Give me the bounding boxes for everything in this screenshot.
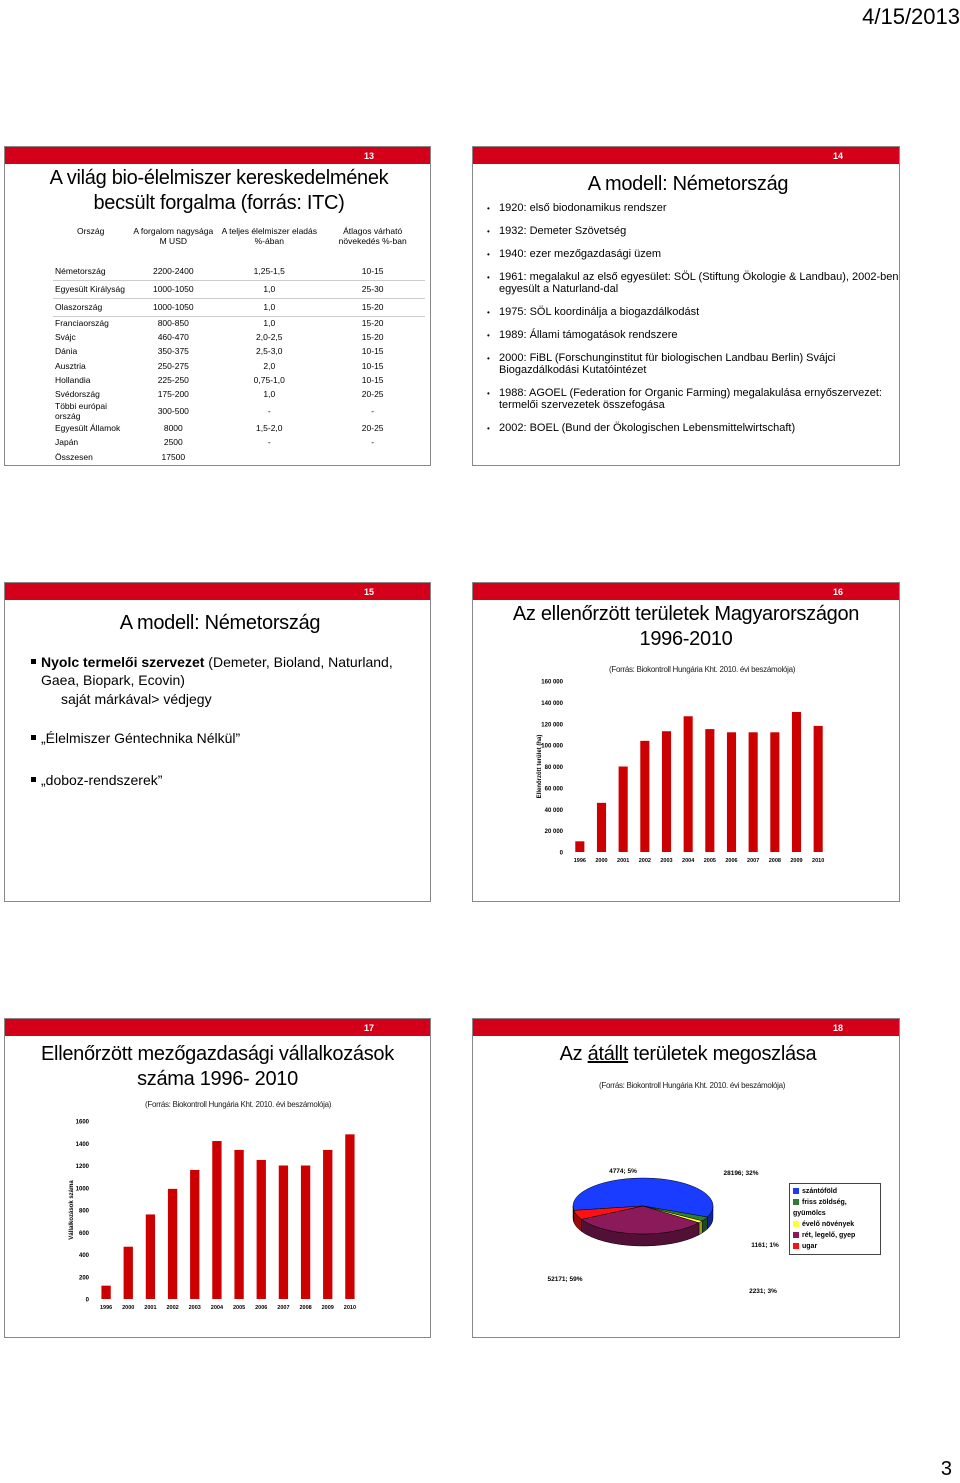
y-axis-label: Ellenőrzött terület (ha) [537, 734, 543, 799]
x-tick-label: 2000 [595, 858, 608, 864]
table-row [53, 359, 425, 373]
table-cell: 175-200 [157, 389, 189, 400]
x-tick-label: 2009 [790, 858, 803, 864]
table-header-cell: A teljes élelmiszer eladás %-ában [221, 226, 317, 246]
y-tick-label: 20 000 [544, 829, 563, 836]
pie-data-label: 2231; 3% [749, 1288, 777, 1295]
slide-13 [4, 146, 431, 466]
table-cell: 350-375 [157, 346, 189, 357]
bar-2005 [234, 1150, 243, 1299]
x-tick-label: 2000 [122, 1305, 135, 1311]
table-cell [218, 450, 320, 464]
legend-label: évelő növények [802, 1221, 855, 1228]
table-cell: 10-15 [361, 374, 384, 385]
legend-label: ugar [802, 1243, 818, 1250]
y-tick-label: 160 000 [541, 679, 563, 686]
bar-2003 [190, 1170, 199, 1299]
table-cell: Összesen [55, 451, 93, 462]
x-tick-label: 2006 [255, 1305, 268, 1311]
bar-2006 [727, 732, 736, 852]
y-tick-label: 200 [78, 1275, 89, 1282]
y-tick-label: 1600 [75, 1119, 89, 1126]
bar-1996 [101, 1286, 110, 1299]
table-cell [320, 450, 425, 464]
x-tick-label: 2004 [210, 1305, 224, 1311]
y-tick-label: 1200 [75, 1164, 89, 1170]
table-row [53, 435, 425, 449]
slide-number: 13 [363, 150, 374, 161]
table-cell: Franciaország [55, 318, 109, 329]
table-cell: 17500 [161, 451, 186, 462]
bar-2005 [705, 729, 714, 852]
table-row [53, 280, 425, 298]
table-cell: 2,5-3,0 [256, 346, 283, 357]
table-cell: 10-15 [320, 262, 425, 280]
x-tick-label: 2008 [299, 1305, 312, 1311]
table-cell: Egyesült Államok [55, 423, 121, 434]
x-tick-label: 2010 [812, 858, 825, 864]
table-row [53, 373, 425, 387]
history-list [473, 202, 899, 434]
table-cell: Olaszország [53, 298, 128, 316]
table-cell: 1,0 [218, 298, 320, 316]
slide-title: A modell: Németország [119, 612, 321, 634]
legend-label: rét, legelő, gyep [802, 1232, 856, 1239]
table-row [53, 387, 425, 401]
x-tick-label: 1996 [99, 1305, 113, 1311]
table-cell: Egyesült Királyság [53, 280, 128, 298]
table-cell: - [267, 437, 271, 448]
table-cell: 250-275 [157, 360, 189, 371]
legend-swatch [793, 1188, 799, 1194]
table-cell: 1,25-1,5 [218, 262, 320, 280]
table-cell: 2200-2400 [128, 262, 218, 280]
x-tick-label: 2002 [166, 1305, 179, 1311]
table-cell: 15-20 [320, 298, 425, 316]
table-cell: 25-30 [320, 280, 425, 298]
pie-data-label: 52171; 59% [547, 1276, 583, 1283]
bar-2006 [257, 1160, 266, 1299]
table-cell: 2,0-2,5 [256, 332, 283, 343]
list-item: „doboz-rendszerek” [31, 771, 430, 789]
chart-source: (Forrás: Biokontroll Hungária Kht. 2010. évi beszámolója) [609, 665, 796, 674]
table-cell: 800-850 [157, 318, 189, 329]
table-cell: 10-15 [361, 346, 384, 357]
legend-entry [793, 1230, 877, 1241]
table-cell: 15-20 [361, 318, 384, 329]
table-cell: 2,0 [263, 360, 276, 371]
legend-swatch [793, 1221, 799, 1227]
table-cell: Németország [53, 262, 128, 280]
chart-source: (Forrás: Biokontroll Hungária Kht. 2010. évi beszámolója) [145, 1100, 332, 1109]
y-tick-label: 140 000 [541, 700, 563, 707]
legend-entry [793, 1186, 877, 1197]
chart-source: (Forrás: Biokontroll Hungária Kht. 2010. évi beszámolója) [599, 1081, 786, 1090]
pie-slice-side [699, 1221, 702, 1235]
legend-entry [793, 1219, 877, 1230]
companies-bar-chart [5, 1113, 431, 1338]
bar-2001 [619, 767, 628, 853]
table-row [53, 344, 425, 358]
bar-2002 [640, 741, 649, 852]
pie-data-label: 4774; 5% [609, 1168, 637, 1175]
bar-2009 [792, 712, 801, 852]
y-tick-label: 0 [559, 850, 563, 857]
list-item: „Élelmiszer Géntechnika Nélkül” [31, 729, 430, 747]
x-tick-label: 2005 [703, 858, 716, 864]
list-item: • 1989: Állami támogatások rendszere [487, 329, 899, 341]
table-cell: 460-470 [157, 332, 189, 343]
slide-number-bar [473, 1019, 899, 1036]
list-item: • 1932: Demeter Szövetség [487, 225, 899, 237]
table-row [53, 450, 425, 464]
legend-swatch [793, 1243, 799, 1249]
slide-title: A világ bio-élelmiszer kereskedelmének becsült forgalma (forrás: ITC) [49, 167, 389, 214]
slide-number-bar [5, 583, 430, 600]
slide-title: Ellenőrzött mezőgazdasági vállalkozások száma 1996- 2010 [41, 1043, 394, 1090]
list-item: • 1961: megalakul az első egyesület: SÖL (Stiftung Ökologie & Landbau), 2002-ben egyesült a Naturland-dal [487, 271, 899, 295]
legend-label: szántóföld [802, 1188, 837, 1195]
legend-swatch [793, 1232, 799, 1238]
table-row [53, 421, 425, 435]
table-cell: 0,75-1,0 [253, 374, 285, 385]
bar-1996 [575, 841, 584, 852]
x-tick-label: 2008 [768, 858, 781, 864]
table-cell: 1,5-2,0 [256, 423, 283, 434]
slide-15 [4, 582, 431, 902]
table-cell: 1,0 [263, 318, 276, 329]
y-tick-label: 40 000 [544, 807, 563, 814]
table-header-cell: Ország [76, 226, 105, 236]
list-item: • 2002: BOEL (Bund der Ökologischen Lebensmittelwirtschaft) [487, 422, 899, 434]
y-tick-label: 400 [78, 1253, 89, 1259]
table-cell: 1000-1050 [128, 280, 218, 298]
x-tick-label: 2001 [617, 858, 630, 864]
x-tick-label: 2006 [725, 858, 738, 864]
table-cell: Többi európai ország [55, 401, 107, 422]
table-cell: Svédország [55, 389, 100, 400]
list-item: • 1940: ezer mezőgazdasági üzem [487, 248, 899, 260]
table-cell: 10-15 [361, 360, 384, 371]
table-cell: 1,0 [218, 280, 320, 298]
slide-number: 18 [832, 1022, 843, 1033]
organizations-list [31, 653, 430, 689]
table-row [53, 330, 425, 344]
bar-2004 [212, 1141, 221, 1299]
table-cell: 300-500 [157, 406, 189, 417]
x-tick-label: 2001 [144, 1305, 157, 1311]
bar-2008 [770, 732, 779, 852]
table-cell: Dánia [55, 346, 78, 357]
list-extra [31, 771, 430, 789]
list-item: • 1988: AGOEL (Federation for Organic Farming) megalakulása ernyőszervezet: termelői szervezetek összefogása [487, 387, 899, 411]
table-cell: 1000-1050 [128, 298, 218, 316]
list-item-subline: saját márkával> védjegy [61, 691, 212, 707]
area-bar-chart [473, 673, 900, 893]
table-cell: 15-20 [361, 332, 384, 343]
page-number: 3 [940, 1458, 952, 1480]
pie-legend [789, 1183, 881, 1255]
x-tick-label: 2004 [682, 858, 695, 864]
x-tick-label: 2010 [343, 1305, 357, 1311]
y-tick-label: 1000 [75, 1186, 89, 1193]
table-row [53, 298, 425, 316]
list-extra [31, 729, 430, 747]
y-tick-label: 100 000 [541, 743, 563, 750]
pie-data-label: 28196; 32% [723, 1170, 759, 1177]
header-date: 4/15/2013 [862, 4, 960, 29]
table-cell: 8000 [163, 423, 183, 434]
bar-2001 [146, 1214, 155, 1299]
y-tick-label: 800 [78, 1208, 89, 1215]
bar-2000 [597, 803, 606, 852]
table-cell: 2500 [163, 437, 183, 448]
x-tick-label: 2005 [232, 1305, 246, 1311]
x-tick-label: 2007 [277, 1305, 290, 1311]
slide-number: 14 [832, 150, 843, 161]
bar-2010 [345, 1134, 354, 1299]
slide-number-bar [473, 147, 899, 164]
table-row [53, 401, 425, 421]
x-tick-label: 2003 [660, 858, 673, 864]
y-tick-label: 120 000 [541, 722, 563, 729]
legend-swatch [793, 1199, 799, 1205]
slide-16 [472, 582, 900, 902]
slide-number: 17 [363, 1022, 374, 1033]
bar-2008 [301, 1166, 310, 1300]
bar-2003 [662, 731, 671, 852]
bar-2000 [124, 1247, 133, 1299]
table-cell: Japán [55, 437, 79, 448]
bar-2007 [749, 732, 758, 852]
slide-number: 16 [832, 586, 843, 597]
y-tick-label: 80 000 [544, 765, 563, 771]
table-cell: - [267, 406, 271, 417]
slide-number-bar [5, 147, 430, 164]
slide-title: Az átállt területek megoszlása [559, 1043, 817, 1065]
bar-2004 [684, 716, 693, 852]
legend-label: friss zöldség, gyümölcs [793, 1199, 847, 1217]
table-header-cell: Átlagos várható növekedés %-ban [338, 226, 407, 246]
table-cell: 1,0 [263, 389, 276, 400]
table-row [53, 262, 425, 280]
bar-2007 [279, 1166, 288, 1300]
bar-2002 [168, 1189, 177, 1299]
x-tick-label: 2009 [321, 1305, 334, 1311]
slide-number: 15 [363, 586, 374, 597]
table-cell: Svájc [55, 332, 76, 343]
table-cell: Hollandia [55, 374, 91, 385]
bar-2009 [323, 1150, 332, 1299]
slide-17 [4, 1018, 431, 1338]
slide-14 [472, 146, 900, 466]
x-tick-label: 2002 [638, 858, 651, 864]
bar-2010 [814, 726, 823, 852]
table-cell: 225-250 [157, 374, 189, 385]
legend-entry [793, 1241, 877, 1252]
table-cell: - [371, 406, 375, 417]
slide-18 [472, 1018, 900, 1338]
list-item: • 2000: FiBL (Forschunginstitut für biologischen Landbau Berlin) Svájci Biogazdálkodási Kutatóintézet [487, 352, 899, 376]
slide-number-bar [5, 1019, 430, 1036]
table-cell: 20-25 [361, 423, 384, 434]
y-tick-label: 1400 [75, 1141, 89, 1148]
table-row [53, 316, 425, 330]
forgalom-table [53, 224, 425, 464]
table-cell: - [371, 437, 375, 448]
list-item: • 1920: első biodonamikus rendszer [487, 202, 899, 214]
slide-title: Az ellenőrzött területek Magyarországon 1996-2010 [512, 603, 860, 650]
y-tick-label: 600 [78, 1230, 89, 1237]
x-tick-label: 2007 [747, 858, 760, 864]
y-axis-label: Vállalkozások száma [69, 1180, 75, 1240]
y-tick-label: 0 [85, 1297, 89, 1304]
legend-entry [793, 1197, 877, 1219]
slide-title: A modell: Németország [587, 173, 789, 195]
list-item: Nyolc termelői szervezet (Demeter, Bioland, Naturland, Gaea, Biopark, Ecovin) [31, 653, 430, 689]
list-item: • 1975: SÖL koordinálja a biogazdálkodást [487, 306, 899, 318]
table-cell: Ausztria [55, 360, 86, 371]
slide-number-bar [473, 583, 899, 600]
x-tick-label: 2003 [188, 1305, 201, 1311]
table-header-cell: A forgalom nagysága M USD [133, 226, 214, 246]
pie-data-label: 1161; 1% [751, 1242, 779, 1249]
y-tick-label: 60 000 [544, 786, 563, 793]
x-tick-label: 1996 [573, 858, 586, 864]
table-cell: 20-25 [361, 389, 384, 400]
